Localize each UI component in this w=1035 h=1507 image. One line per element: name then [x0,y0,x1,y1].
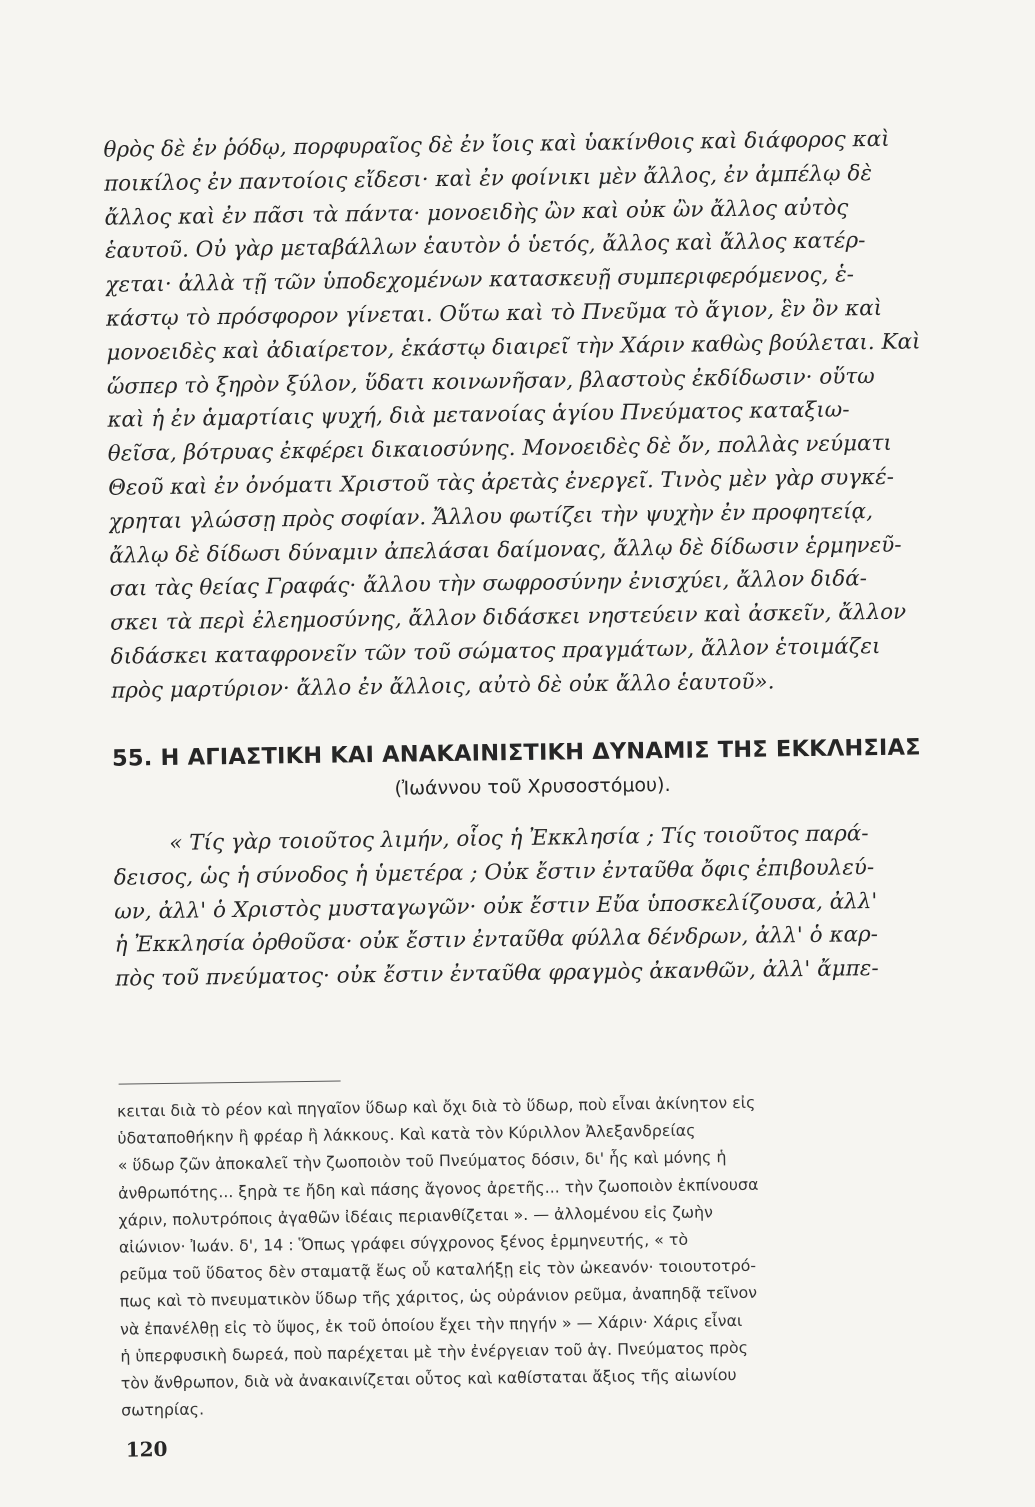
footnote-line: αἰώνιον· Ἰωάν. δ', 14 : Ὅπως γράφει σύγχρονος ξένος ἑρμηνευτής, « τὸ [118,1229,689,1257]
body-line: Θεοῦ καὶ ἐν ὀνόματι Χριστοῦ τὰς ἀρετὰς ἐνεργεῖ. Τινὸς μὲν γὰρ συγκέ- [108,464,895,501]
body-line: θεῖσα, βότρυας ἐκφέρει δικαιοσύνης. Μονοειδὲς δὲ ὄν, πολλὰς νεύματι [107,430,893,467]
quote-line: ἡ Ἐκκλησία ὀρθοῦσα· οὐκ ἔστιν ἐνταῦθα φύλλα δένδρων, ἀλλ' ὁ καρ- [114,922,879,959]
body-line: ὥσπερ τὸ ξηρὸν ξύλον, ὕδατι κοινωνῆσαν, βλαστοὺς ἐκδίδωσιν· οὕτω [106,363,875,400]
footnote-divider [119,1081,341,1085]
body-line: σκει τὰ περὶ ἐλεημοσύνης, ἄλλον διδάσκει νηστεύειν καὶ ἀσκεῖν, ἄλλον [110,599,907,636]
footnote-text [117,1086,961,1424]
footnote-line: « ὕδωρ ζῶν ἀποκαλεῖ τὴν ζωοποιὸν τοῦ Πνεύματος δόσιν, δι' ἧς καὶ μόνης ἡ [117,1147,727,1176]
body-line: κάστῳ τὸ πρόσφορον γίνεται. Οὕτω καὶ τὸ Πνεῦμα τὸ ἅγιον, ἓν ὂν καὶ [105,295,883,332]
body-line: μονοειδὲς καὶ ἀδιαίρετον, ἑκάστῳ διαιρεῖ τὴν Χάριν καθὼς βούλεται. Καὶ [106,329,921,366]
footnote-line: νὰ ἐπανέλθῃ εἰς τὸ ὕψος, ἐκ τοῦ ὁποίου ἔχει τὴν πηγήν » — Χάριν· Χάρις εἶναι [119,1310,743,1339]
body-line: ἑαυτοῦ. Οὐ γὰρ μεταβάλλων ἑαυτὸν ὁ ὑετός, ἄλλος καὶ ἄλλος κατέρ- [104,228,866,265]
body-line: διδάσκει καταφρονεῖν τῶν τοῦ σώματος πραγμάτων, ἄλλον ἑτοιμάζει [110,633,881,670]
quote-text [113,816,955,997]
quote-line: « Τίς γὰρ τοιοῦτος λιμήν, οἷος ἡ Ἐκκλησία ; Τίς τοιοῦτος παρά- [169,821,869,856]
footnote-line: τὸν ἄνθρωπον, διὰ νὰ ἀνακαινίζεται οὗτος καὶ καθίσταται ἄξιος τῆς αἰωνίου [120,1365,737,1393]
footnote-line: ὑδαταποθήκην ἢ φρέαρ ἢ λάκκους. Καὶ κατὰ τὸν Κύριλλον Ἀλεξανδρείας [117,1120,696,1148]
body-line: ποικίλος ἐν παντοίοις εἴδεσι· καὶ ἐν φοίνικι μὲν ἄλλος, ἐν ἀμπέλῳ δὲ [103,160,873,197]
footnote-line: χάριν, πολυτρόποις ἀγαθῶν ἰδέαις περιανθίζεται ». — ἀλλομένου εἰς ζωὴν [118,1202,714,1230]
quote-line: δεισος, ὡς ἡ σύνοδος ἡ ὑμετέρα ; Οὐκ ἔστιν ἐνταῦθα ὄφις ἐπιβουλεύ- [113,854,875,891]
body-line: πρὸς μαρτύριον· ἄλλο ἐν ἄλλοις, αὐτὸ δὲ οὐκ ἄλλο ἑαυτοῦ». [110,669,775,704]
body-text [103,122,951,708]
body-line: θρὸς δὲ ἐν ῥόδῳ, πορφυραῖος δὲ ἐν ἴοις καὶ ὑακίνθοις καὶ διάφορος καὶ [103,126,890,163]
body-line: σαι τὰς θείας Γραφάς· ἄλλου τὴν σωφροσύνην ἐνισχύει, ἄλλον διδά- [109,566,868,603]
footnote-line: ἀνθρωπότης... ξηρὰ τε ἤδη καὶ πάσης ἄγονος ἀρετῆς... τὴν ζωοποιὸν ἐκπίνουσα [118,1174,759,1203]
footnote-line: κειται διὰ τὸ ρέον καὶ πηγαῖον ὕδωρ καὶ ὄχι διὰ τὸ ὕδωρ, ποὺ εἶναι ἀκίνητον εἰς [116,1092,756,1121]
body-line: χεται· ἀλλὰ τῇ τῶν ὑποδεχομένων κατασκευῇ συμπεριφερόμενος, ἑ- [105,262,855,298]
body-line: ἄλλῳ δὲ δίδωσι δύναμιν ἀπελάσαι δαίμονας, ἄλλῳ δὲ δίδωσιν ἑρμηνεῦ- [109,532,902,569]
footnote-line: πως καὶ τὸ πνευματικὸν ὕδωρ τῆς χάριτος, ὡς οὐράνιον ρεῦμα, ἀναπηδᾷ τεῖνον [119,1283,758,1312]
body-line: ἄλλος καὶ ἐν πᾶσι τὰ πάντα· μονοειδὴς ὢν καὶ οὐκ ὢν ἄλλος αὐτὸς [104,194,849,231]
section-attribution: (Ἰωάννου τοῦ Χρυσοστόμου). [394,773,671,800]
footnote-line: σωτηρίας. [121,1399,205,1420]
quote-line: πὸς τοῦ πνεύματος· οὐκ ἔστιν ἐνταῦθα φραγμὸς ἀκανθῶν, ἀλλ' ἄμπε- [114,956,879,992]
footnote-line: ἡ ὑπερφυσικὴ δωρεά, ποὺ παρέχεται μὲ τὴν ἐνέργειαν τοῦ ἁγ. Πνεύματος πρὸς [120,1337,749,1366]
body-line: καὶ ἡ ἐν ἁμαρτίαις ψυχή, διὰ μετανοίας ἁγίου Πνεύματος καταξιω- [107,397,850,434]
section-heading: 55. Η ΑΓΙΑΣΤΙΚΗ ΚΑΙ ΑΝΑΚΑΙΝΙΣΤΙΚΗ ΔΥΝΑΜΙΣ ΤΗΣ ΕΚΚΛΗΣΙΑΣ [111,734,921,772]
quote-line: ων, ἀλλ' ὁ Χριστὸς μυσταγωγῶν· οὐκ ἔστιν Εὔα ὑποσκελίζουσα, ἀλλ' [114,888,878,925]
footnote-line: ρεῦμα τοῦ ὕδατος δὲν σταματᾷ ἕως οὗ καταλήξῃ εἰς τὸν ὠκεανόν· τοιουτοτρό- [119,1255,757,1284]
body-line: χρηται γλώσσῃ πρὸς σοφίαν. Ἄλλου φωτίζει τὴν ψυχὴν ἐν προφητείᾳ, [108,498,874,535]
page-number: 120 [125,1436,168,1462]
